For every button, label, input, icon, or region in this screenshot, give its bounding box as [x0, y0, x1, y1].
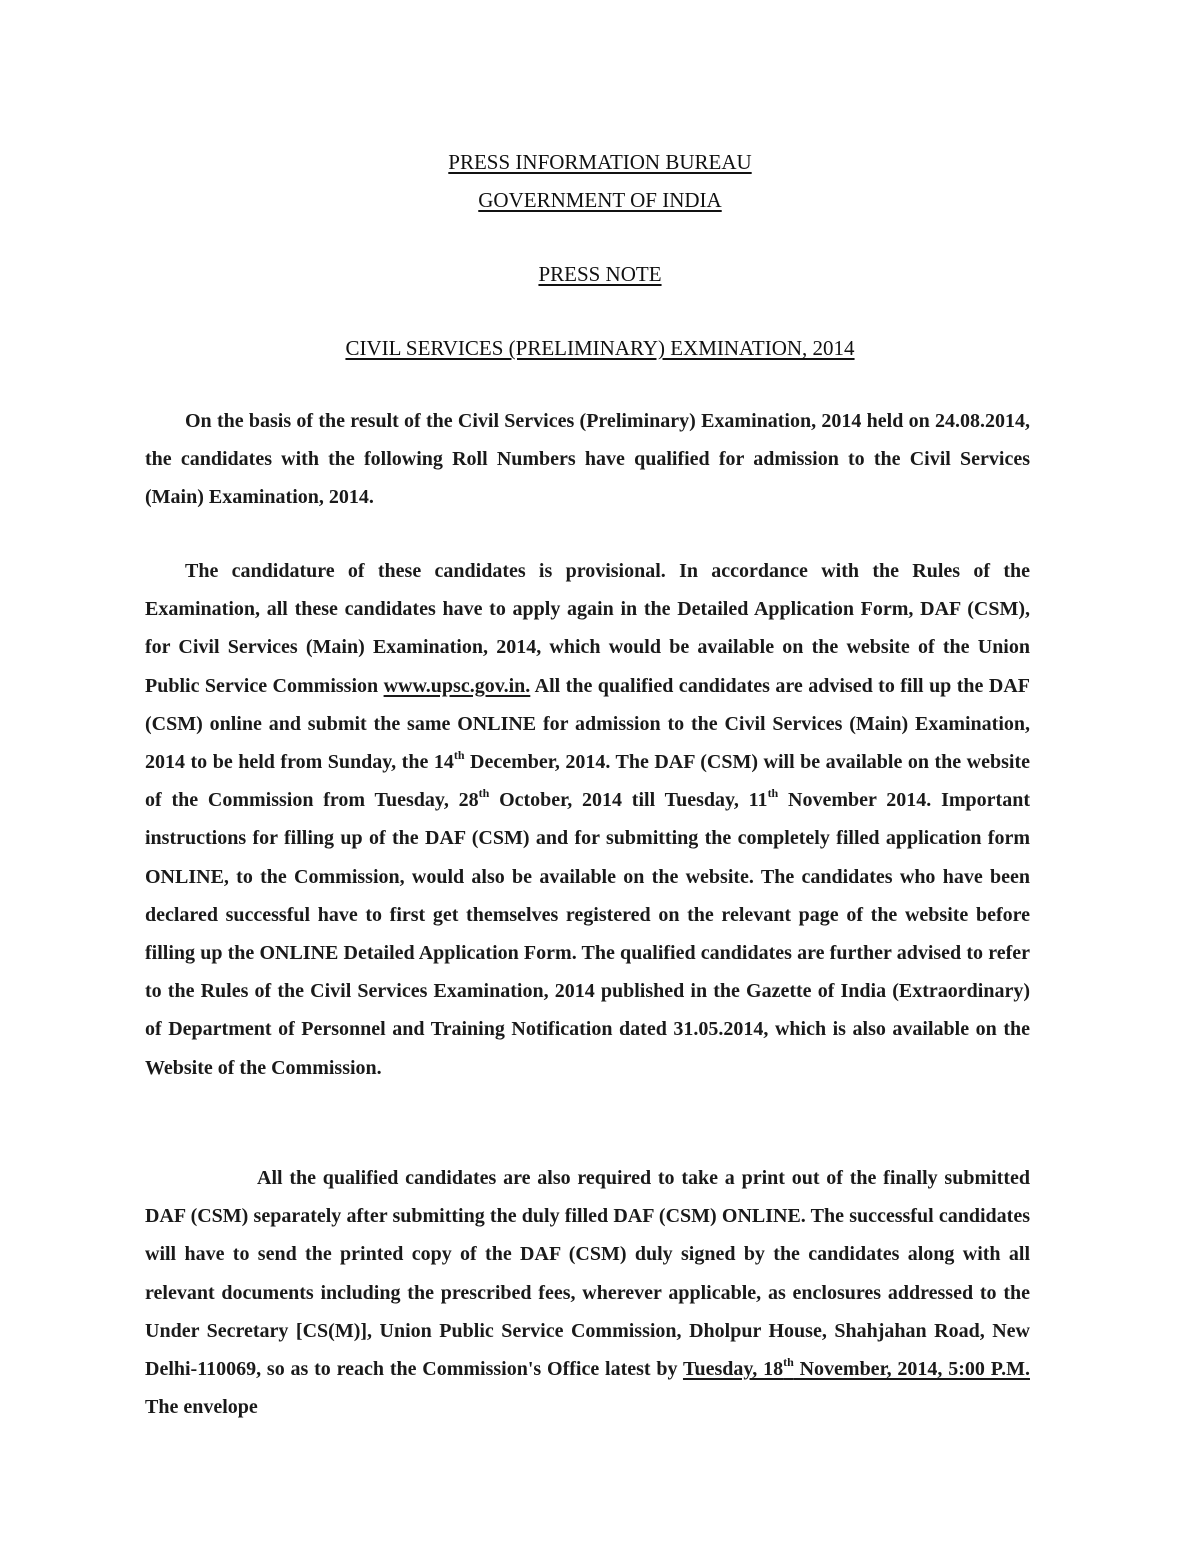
- p2-sup-2: th: [478, 786, 490, 801]
- p2-text-2: All the qualified candidates are advised to fill up the DAF (CSM) online and submit the same ONLINE for admission to the Civil Services (Main) Examination, 2014 to be held from Sunday, the 14: [145, 674, 1030, 774]
- header-exam-title: CIVIL SERVICES (PRELIMINARY) EXMINATION, 2014: [345, 336, 855, 360]
- p2-text-4: October, 2014 till Tuesday, 11: [489, 789, 768, 812]
- p2-text-1: The candidature of these candidates is provisional. In accordance with the Rules of the Examination, all these candidates have to apply again in the Detailed Application Form, DAF (CSM), for Civil Services (Main) Examination, 2014, which would be available on the website of the Union Public Service Commission: [145, 560, 1030, 697]
- header-bureau: PRESS INFORMATION BUREAU: [448, 150, 752, 174]
- deadline-part-a: Tuesday, 18: [682, 1358, 784, 1381]
- deadline-sup: th: [783, 1355, 794, 1370]
- header-government: GOVERNMENT OF INDIA: [478, 188, 722, 212]
- deadline-part-b: November, 2014, 5:00 P.M.: [793, 1358, 1030, 1381]
- deadline: [682, 1355, 1030, 1381]
- p2-sup-3: th: [767, 786, 779, 801]
- p2-sup-1: th: [453, 748, 465, 763]
- paragraph-candidature: [145, 552, 1030, 1087]
- paragraph-result: [145, 402, 1030, 517]
- paragraph-result-text: On the basis of the result of the Civil Services (Preliminary) Examination, 2014 held on 24.08.2014, the candidates with the following Roll Numbers have qualified for admission to the Civil Services (Main) Examination, 2014.: [145, 410, 1030, 509]
- paragraph-print-out: [145, 1159, 1030, 1426]
- p2-text-3: December, 2014. The DAF (CSM) will be available on the website of the Commission from Tuesday, 28: [145, 751, 1030, 812]
- upsc-website-link[interactable]: www.upsc.gov.in.: [383, 674, 531, 697]
- p2-text-5: November 2014. Important instructions for filling up of the DAF (CSM) and for submitting the completely filled application form ONLINE, to the Commission, would also be available on the website. The candidates who have been declared successful have to first get themselves registered on the relevant page of the website before filling up the ONLINE Detailed Application Form. The qualified candidates are further advised to refer to the Rules of the Civil Services Examination, 2014 published in the Gazette of India (Extraordinary) of Department of Personnel and Training Notification dated 31.05.2014, which is also available on the Website of the Commission.: [145, 789, 1030, 1079]
- p3-text-1: All the qualified candidates are also required to take a print out of the finally submitted DAF (CSM) separately after submitting the duly filled DAF (CSM) ONLINE. The successful candidates will have to send the printed copy of the DAF (CSM) duly signed by the candidates along with all relevant documents including the prescribed fees, wherever applicable, as enclosures addressed to the Under Secretary [CS(M)], Union Public Service Commission, Dholpur House, Shahjahan Road, New Delhi-110069, so as to reach the Commission's Office latest by: [145, 1167, 1030, 1381]
- header-press-note: PRESS NOTE: [538, 262, 662, 286]
- p3-text-2: The envelope: [145, 1396, 258, 1419]
